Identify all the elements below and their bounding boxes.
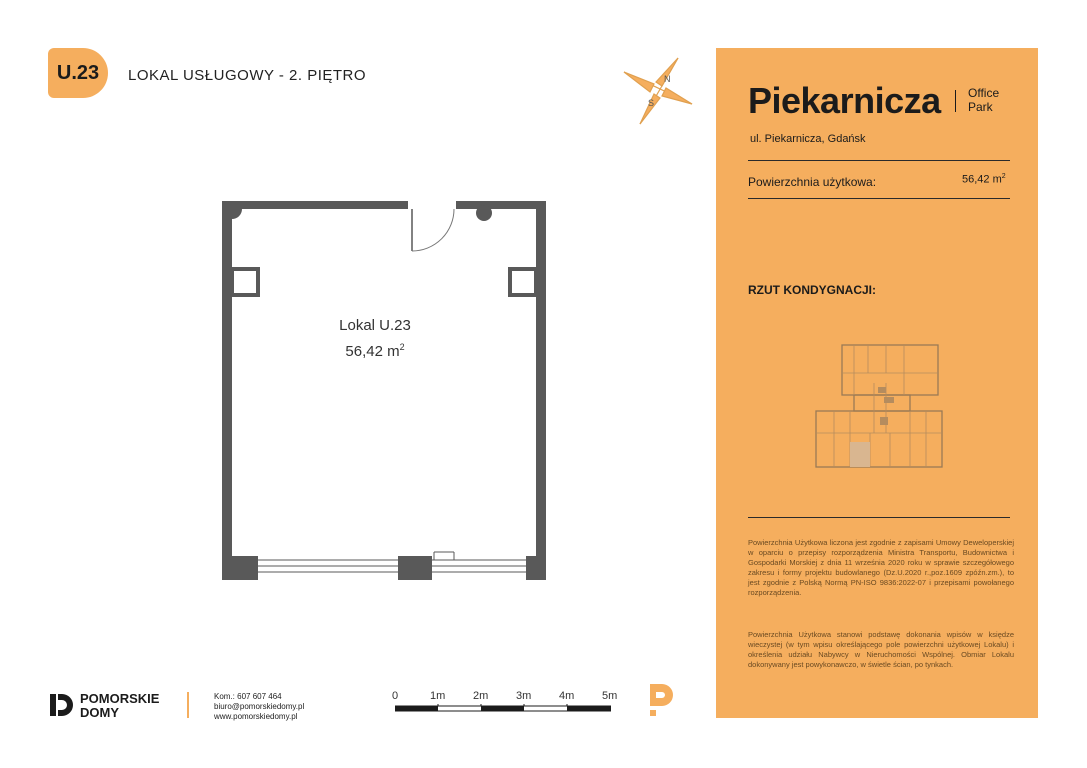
- unit-badge: [48, 48, 108, 98]
- area-value-number: 56,42 m: [962, 173, 1002, 186]
- scale-label: 0: [392, 690, 399, 702]
- contact-info: [214, 692, 304, 722]
- company-name-line2: DOMY: [80, 705, 119, 720]
- scale-bar: [395, 704, 611, 714]
- compass-south: S: [648, 98, 655, 108]
- pilaster-left: [232, 269, 258, 295]
- scale-label: 4m: [559, 690, 575, 702]
- compass-rose-icon: [620, 52, 696, 128]
- room-name: Lokal U.23: [339, 317, 411, 334]
- brand-sub-line1: Office: [968, 86, 1000, 100]
- company-name: [80, 692, 159, 720]
- pomorskie-domy-logo-icon: [48, 692, 74, 718]
- address: ul. Piekarnicza, Gdańsk: [750, 133, 866, 145]
- area-label: Powierzchnia użytkowa:: [748, 175, 877, 189]
- brand-logo: Piekarnicza: [748, 80, 941, 121]
- corner-fillet: [232, 209, 242, 219]
- room-area: [230, 342, 520, 360]
- area-value-sup: 2: [1001, 173, 1006, 180]
- divider: [748, 160, 1010, 161]
- company-name-line1: POMORSKIE: [80, 691, 160, 706]
- contact-phone: Kom.: 607 607 464: [214, 692, 282, 701]
- brand-subtitle: [968, 86, 999, 114]
- plan-walls: [222, 201, 546, 580]
- piekarnicza-p-icon: [648, 682, 678, 718]
- disclaimer-paragraph-1: Powierzchnia Użytkowa liczona jest zgodnie z zapisami Umowy Deweloperskiej w oparciu o przepisy rozporządzenia Ministra Transportu, Budownictwa i Gospodarki Morskiej z dnia 11 września 2020 roku w sprawie szczegółowego zakresu i formy projektu budowlanego (Dz.U.2020 r.,poz.1609 zpóźn.zm.), to jest zgodnie z Polską Normą PN-ISO 9836:2022-07 i przepisami powołanego rozporządzenia.: [748, 538, 1014, 597]
- floor-key-label: RZUT KONDYGNACJI:: [748, 283, 876, 297]
- compass-north: N: [664, 74, 671, 84]
- floor-plan: [222, 196, 546, 590]
- door: [412, 209, 454, 251]
- disclaimer-paragraph-2: Powierzchnia Użytkowa stanowi podstawę dokonania wpisów w księdze wieczystej (w tym wpisu określającego pole powierzchni użytkowej Lokalu) i określenia udziału Nabywcy w Nieruchomości Wspólnej. Obmiar Lokalu dokonywany jest powykonawczo, w świetle ścian, po tynkach.: [748, 630, 1014, 669]
- brand-divider: [955, 90, 956, 112]
- page-title: LOKAL USŁUGOWY - 2. PIĘTRO: [128, 67, 367, 84]
- contact-email: biuro@pomorskiedomy.pl: [214, 702, 305, 711]
- footer-divider: [187, 692, 189, 718]
- key-plan: [814, 343, 944, 468]
- room-area-sup: 2: [399, 342, 405, 352]
- scale-label: 2m: [473, 690, 489, 702]
- column: [476, 205, 492, 221]
- keyplan-highlight: [850, 442, 870, 467]
- room-area-value: 56,42 m: [345, 343, 400, 360]
- scale-label: 1m: [430, 690, 446, 702]
- divider: [748, 517, 1010, 518]
- pilaster-right: [510, 269, 536, 295]
- unit-code: U.23: [56, 61, 100, 84]
- contact-website: www.pomorskiedomy.pl: [214, 712, 298, 721]
- window-strip: [258, 552, 526, 572]
- scale-label: 3m: [516, 690, 532, 702]
- brand-sub-line2: Park: [968, 100, 993, 114]
- divider: [748, 198, 1010, 199]
- scale-label: 5m: [602, 690, 618, 702]
- area-value: [962, 173, 1006, 186]
